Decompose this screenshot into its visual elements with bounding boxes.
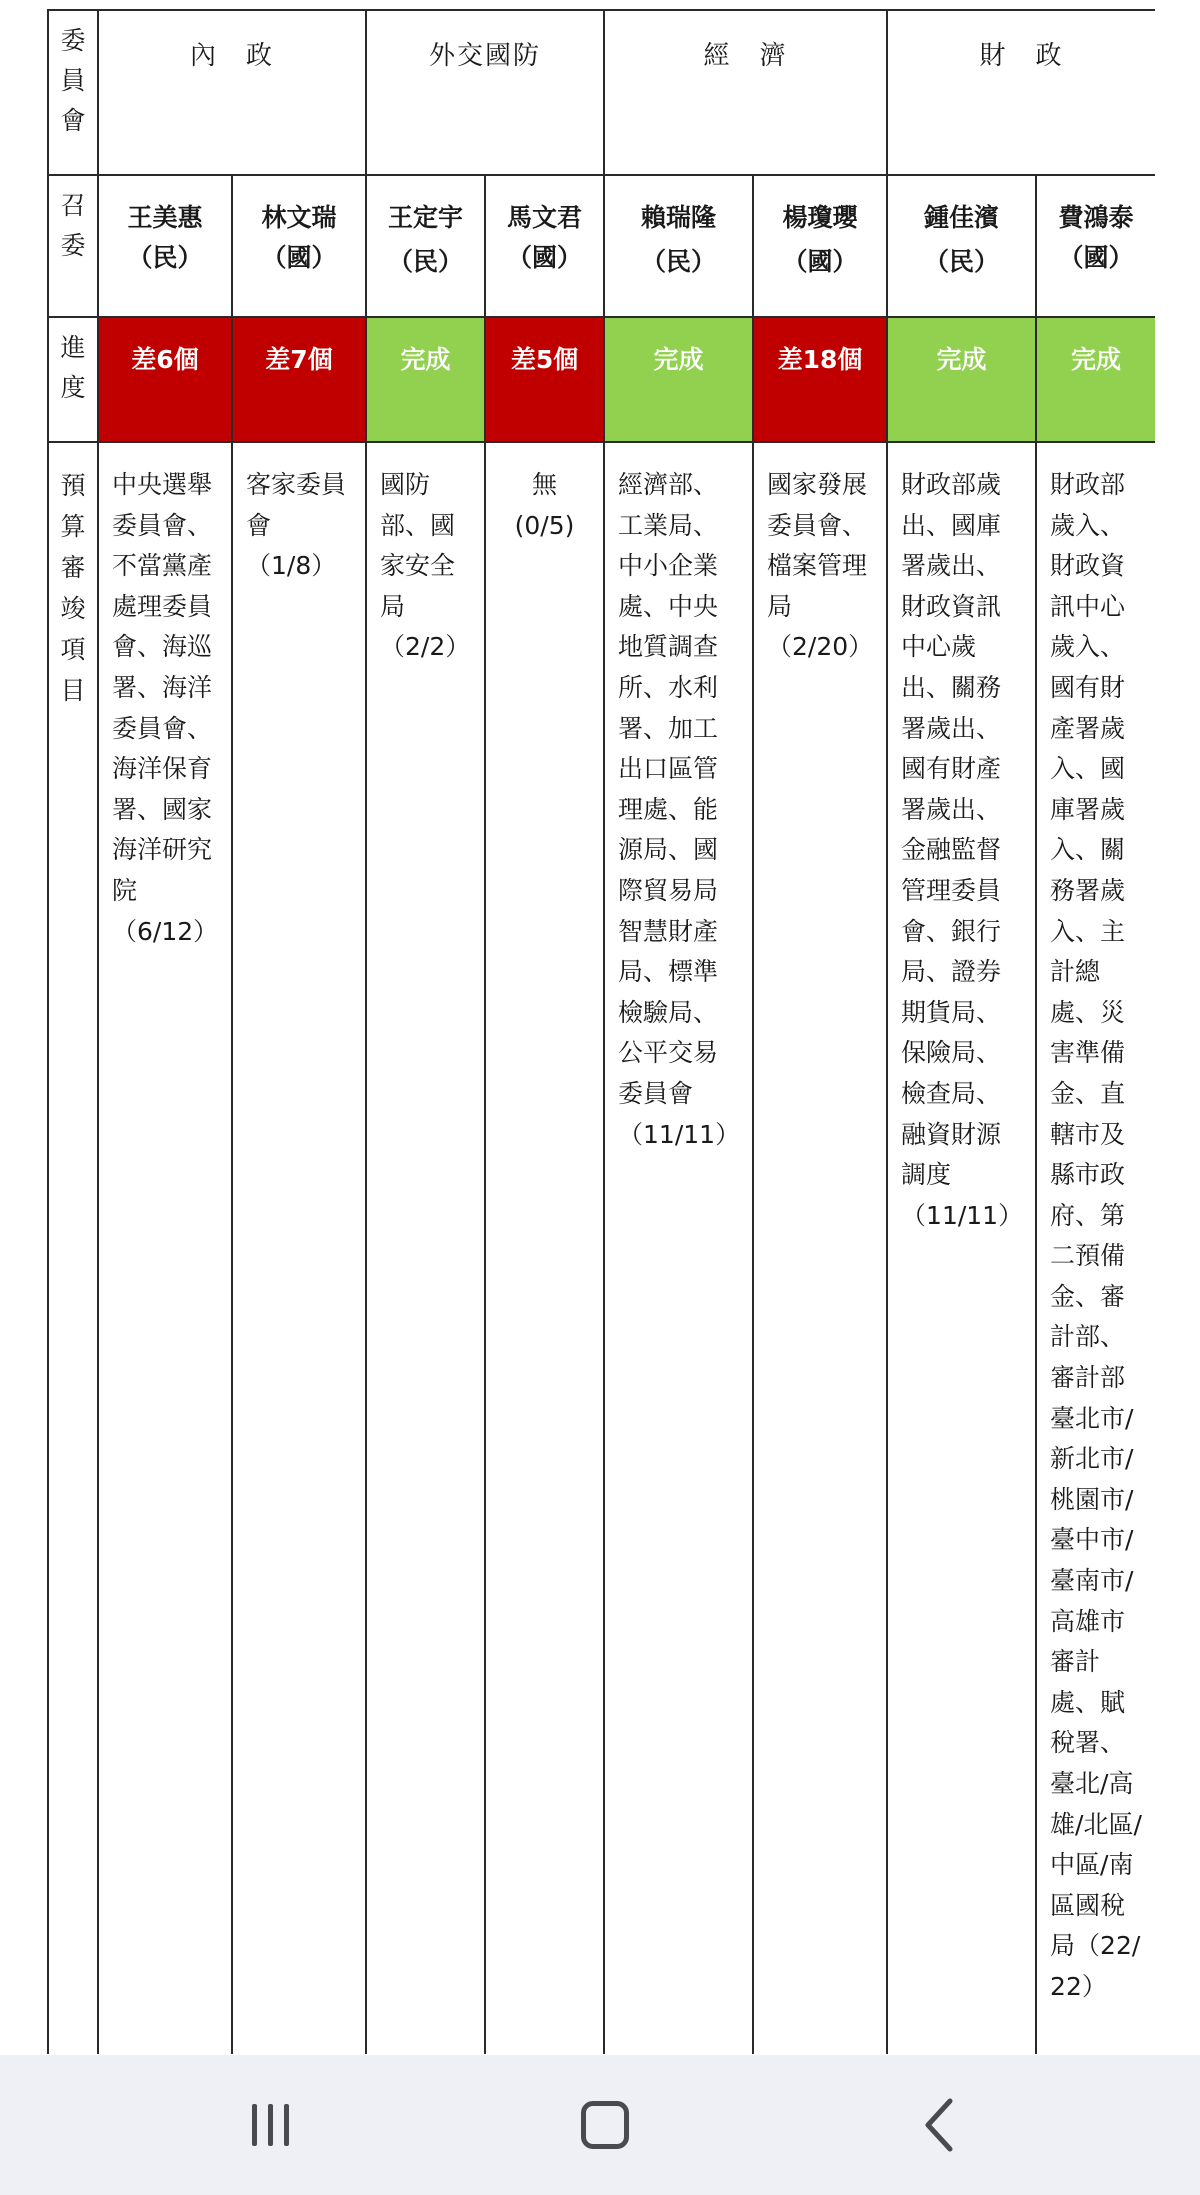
convener-party: （國） <box>261 243 337 272</box>
group-economy: 經 濟 <box>604 10 887 175</box>
convener-name: 賴瑞隆 <box>641 203 717 232</box>
committee-budget-table-container <box>47 9 1155 2054</box>
convener-cell <box>604 175 753 317</box>
home-icon <box>581 2101 629 2149</box>
convener-cell <box>485 175 604 317</box>
convener-cell <box>366 175 485 317</box>
progress-badge: 差6個 <box>98 317 232 442</box>
progress-badge: 差18個 <box>753 317 887 442</box>
row-label-committee: 委 員 會 <box>48 10 98 175</box>
convener-cell <box>1036 175 1155 317</box>
budget-items-cell: 無 (0/5) <box>485 442 604 2054</box>
budget-items-row <box>48 442 1155 2054</box>
convener-party: （民） <box>641 247 717 276</box>
budget-items-cell: 經濟部、工業局、中小企業處、中央地質調查所、水利署、加工出口區管理處、能源局、國際貿易局智慧財產局、標準檢驗局、公平交易委員會 （11/11） <box>604 442 753 2054</box>
convener-row <box>48 175 1155 317</box>
progress-row <box>48 317 1155 442</box>
budget-items-cell: 客家委員會 （1/8） <box>232 442 366 2054</box>
convener-name: 王美惠 <box>127 203 203 232</box>
convener-cell <box>887 175 1036 317</box>
row-label-progress: 進 度 <box>48 317 98 442</box>
committee-header-row <box>48 10 1155 175</box>
convener-name: 王定宇 <box>388 203 464 232</box>
convener-party: （國） <box>507 243 583 272</box>
convener-name: 鍾佳濱 <box>924 203 1000 232</box>
convener-name: 費鴻泰 <box>1058 203 1134 232</box>
progress-badge: 完成 <box>1036 317 1155 442</box>
group-interior: 內 政 <box>98 10 366 175</box>
convener-cell <box>753 175 887 317</box>
convener-party: （民） <box>388 247 464 276</box>
budget-items-cell: 國防部、國家安全局 （2/2） <box>366 442 485 2054</box>
progress-badge: 差7個 <box>232 317 366 442</box>
group-foreign-defense: 外交國防 <box>366 10 604 175</box>
back-icon <box>920 2097 960 2153</box>
convener-name: 林文瑞 <box>261 203 337 232</box>
progress-badge: 完成 <box>887 317 1036 442</box>
progress-badge: 差5個 <box>485 317 604 442</box>
convener-party: （國） <box>1058 243 1134 272</box>
recent-apps-button[interactable] <box>190 2055 350 2195</box>
back-button[interactable] <box>860 2055 1020 2195</box>
budget-items-cell: 國家發展委員會、檔案管理局 （2/20） <box>753 442 887 2054</box>
committee-budget-table <box>47 9 1155 2054</box>
budget-items-cell: 財政部歲出、國庫署歲出、財政資訊中心歲出、關務署歲出、國有財產署歲出、金融監督管理委員會、銀行局、證券期貨局、保險局、檢查局、融資財源調度 （11/11） <box>887 442 1036 2054</box>
convener-cell <box>98 175 232 317</box>
group-finance: 財 政 <box>887 10 1155 175</box>
system-navigation-bar <box>0 2055 1200 2195</box>
row-label-convener: 召 委 <box>48 175 98 317</box>
home-button[interactable] <box>525 2055 685 2195</box>
convener-name: 馬文君 <box>507 203 583 232</box>
progress-badge: 完成 <box>366 317 485 442</box>
convener-party: （民） <box>924 247 1000 276</box>
convener-name: 楊瓊瓔 <box>782 203 858 232</box>
convener-cell <box>232 175 366 317</box>
row-label-items: 預 算 審 竣 項 目 <box>48 442 98 2054</box>
progress-badge: 完成 <box>604 317 753 442</box>
budget-items-cell: 財政部歲入、財政資訊中心歲入、國有財產署歲入、國庫署歲入、關務署歲入、主計總處、災害準備金、直轄市及縣市政府、第二預備金、審計部、審計部臺北市/新北市/桃園市/臺中市/臺南市/高雄市審計處、賦稅署、臺北/高雄/北區/中區/南區國稅局（22/22） <box>1036 442 1155 2054</box>
recent-apps-icon <box>252 2104 289 2146</box>
budget-items-cell: 中央選舉委員會、不當黨產處理委員會、海巡署、海洋委員會、海洋保育署、國家海洋研究院 （6/12） <box>98 442 232 2054</box>
convener-party: （民） <box>127 243 203 272</box>
convener-party: （國） <box>782 247 858 276</box>
